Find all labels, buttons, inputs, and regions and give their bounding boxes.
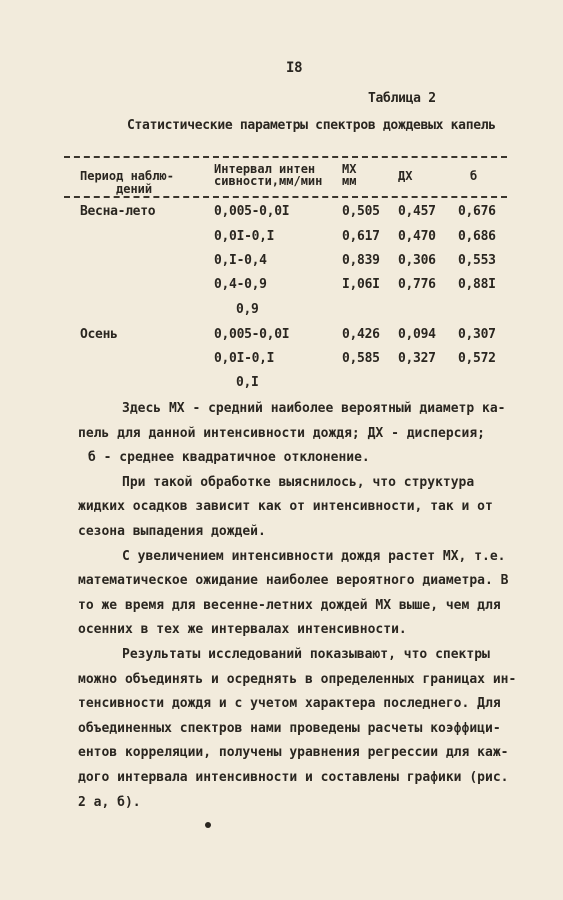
cell-interval: 0,9 [236,302,259,317]
cell-sigma: 0,686 [458,229,496,244]
cell-dx: 0,327 [398,351,436,366]
cell-interval: 0,I-0,4 [214,253,267,268]
table-title: Статистические параметры спектров дождевых капель [127,118,496,133]
text-line: С увеличением интенсивности дождя растет МХ, т.е. [122,548,506,564]
ink-dot [205,822,211,828]
cell-mx: 0,505 [342,204,380,219]
cell-sigma: 0,676 [458,204,496,219]
table-label: Таблица 2 [368,91,436,106]
text-line: тенсивности дождя и с учетом характера последнего. Для [78,696,501,712]
header-interval: Интервал интен [214,162,316,176]
cell-mx: 0,617 [342,229,380,244]
text-line: пель для данной интенсивности дождя; ДХ - дисперсия; [78,425,485,441]
header-period-cont: дений [116,182,153,196]
cell-interval: 0,4-0,9 [214,277,267,292]
header-mx-unit: мм [342,174,357,188]
cell-dx: 0,776 [398,277,436,292]
page-number: I8 [286,60,303,76]
header-period: Период наблю- [80,169,174,183]
header-interval-cont: сивности,мм/мин [214,174,323,188]
table-header-rule [64,196,507,198]
cell-mx: 0,585 [342,351,380,366]
table-top-rule [64,156,507,158]
text-line: можно объединять и осреднять в определенных границах ин- [78,671,517,687]
cell-sigma: 0,553 [458,253,496,268]
cell-period: Осень [80,327,118,342]
text-line: При такой обработке выяснилось, что структура [122,474,475,490]
cell-interval: 0,0I-0,I [214,351,275,366]
header-dx: ДХ [398,169,413,183]
text-line: 2 а, б). [78,794,141,810]
cell-dx: 0,457 [398,204,436,219]
header-mx: МХ [342,162,357,176]
text-line: Результаты исследований показывают, что спектры [122,646,490,662]
text-line: ентов корреляции, получены уравнения регрессии для каж- [78,745,509,761]
body-text [78,397,518,815]
text-line: осенних в тех же интервалах интенсивности. [78,622,407,638]
cell-mx: I,06I [342,277,380,292]
cell-dx: 0,306 [398,253,436,268]
cell-interval: 0,005-0,0I [214,327,290,342]
text-line: сезона выпадения дождей. [78,523,266,539]
cell-mx: 0,839 [342,253,380,268]
cell-period: Весна-лето [80,204,156,219]
cell-interval: 0,005-0,0I [214,204,290,219]
cell-interval: 0,0I-0,I [214,229,275,244]
cell-sigma: 0,88I [458,277,496,292]
cell-mx: 0,426 [342,327,380,342]
cell-dx: 0,094 [398,327,436,342]
text-line: Здесь МХ - средний наиболее вероятный диаметр ка- [122,401,506,416]
cell-sigma: 0,572 [458,351,496,366]
text-line: жидких осадков зависит как от интенсивности, так и от [78,499,493,515]
text-line: объединенных спектров нами проведены расчеты коэффици- [78,720,501,736]
text-line: то же время для весенне-летних дождей МХ выше, чем для [78,597,501,613]
cell-dx: 0,470 [398,229,436,244]
text-line: математическое ожидание наиболее вероятного диаметра. В [78,573,509,589]
text-line: б - среднее квадратичное отклонение. [88,450,370,466]
header-sigma: б [470,169,478,183]
cell-sigma: 0,307 [458,327,496,342]
cell-interval: 0,I [236,375,259,390]
text-line: дого интервала интенсивности и составлены графики (рис. [78,769,509,785]
